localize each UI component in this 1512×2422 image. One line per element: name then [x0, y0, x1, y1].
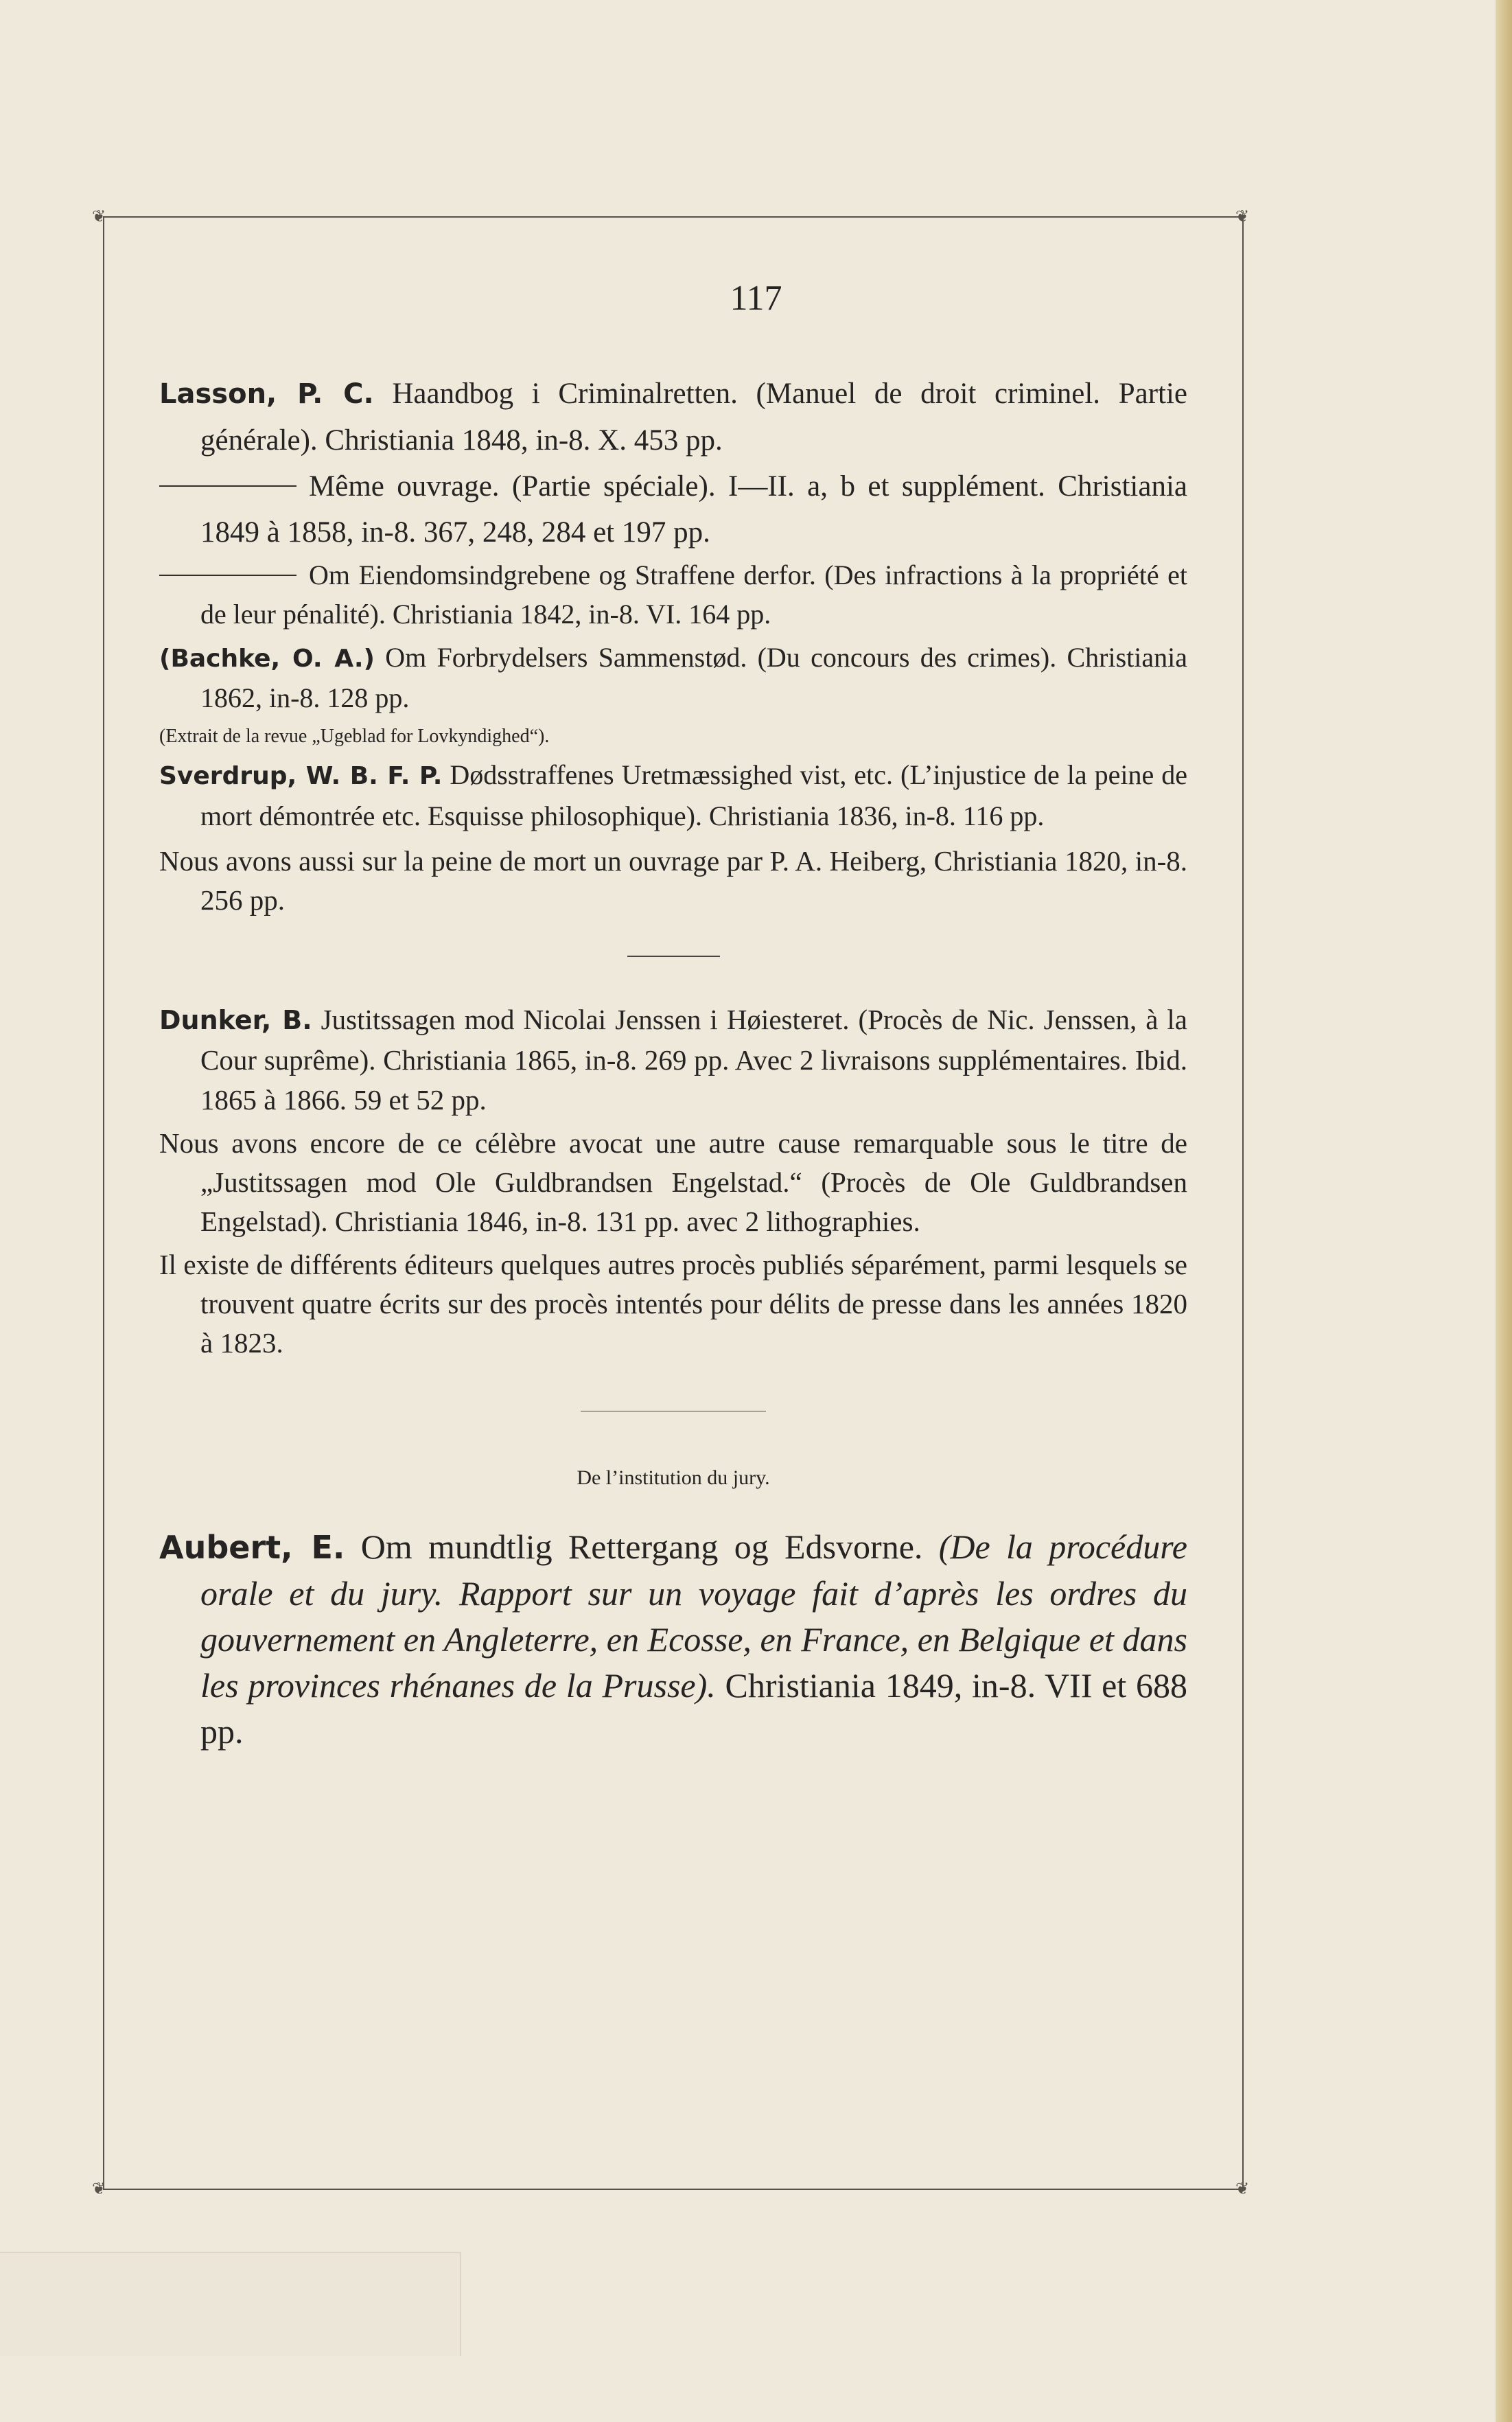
entry-bachke: [159, 638, 1187, 717]
note-bachke: (Extrait de la revue „Ugeblad for Lovkyndighed“).: [159, 726, 550, 747]
author-dunker: Dunker, B.: [159, 1005, 312, 1035]
entry-dunker: [159, 1000, 1187, 1120]
entry-sverdrup: [159, 755, 1187, 836]
entry-meme-ouvrage-text: Même ouvrage. (Partie spéciale). I—II. a, b et supplément. Christiania 1849 à 1858, in-8. 367, 248, 284 et 197 pp.: [200, 470, 1187, 549]
corner-ornament-top-left: ❦: [92, 207, 106, 226]
entry-om-eiendom: [159, 555, 1187, 634]
page-content: [159, 371, 1187, 1755]
entry-meme-ouvrage: [159, 463, 1187, 555]
author-sverdrup: Sverdrup, W. B. F. P.: [159, 762, 443, 790]
entry-bachke-text: Om Forbrydelsers Sammenstød. (Du concours des crimes). Christiania 1862, in-8. 128 pp.: [200, 642, 1188, 713]
entry-aubert-title: Om mundtlig Rettergang og Edsvorne.: [360, 1527, 923, 1566]
corner-ornament-bottom-left: ❦: [92, 2179, 106, 2198]
note-guldbrandsen: Nous avons encore de ce célèbre avocat une autre cause remarquable sous le titre de „Justitssagen mod Ole Guldbrandsen Engelstad.“ (Procès de Ole Guldbrandsen Engelstad). Christiania 1846, in-8. 131 pp. avec 2 lithographies.: [159, 1127, 1187, 1237]
ditto-dash: [159, 485, 296, 487]
section-title: De l’institution du jury.: [577, 1466, 770, 1489]
author-aubert: Aubert, E.: [159, 1529, 345, 1566]
page-number: 117: [730, 279, 782, 318]
note-proces-presse: Il existe de différents éditeurs quelques autres procès publiés séparément, parmi lesquels se trouvent quatre écrits sur des procès intentés pour délits de presse dans les années 1820 à 1823.: [159, 1249, 1187, 1359]
page-edge: [1496, 0, 1512, 2422]
entry-aubert-translation: (De la procédure orale et du jury. Rapport sur un voyage fait d’après les ordres du gouvernement en Angleterre, en Ecosse, en France, en Belgique et dans les provinces rhénanes de la Prusse).: [200, 1527, 1187, 1705]
entry-aubert: [159, 1524, 1187, 1755]
ditto-dash: [159, 575, 296, 576]
entry-lasson: [159, 371, 1187, 463]
author-lasson: Lasson, P. C.: [159, 378, 374, 410]
corner-ornament-top-right: ❦: [1235, 207, 1250, 226]
entry-sverdrup-text: Dødsstraffenes Uretmæssighed vist, etc. (L’injustice de la peine de mort démontrée etc. Esquisse philosophique). Christiania 1836, in-8. 116 pp.: [200, 759, 1188, 831]
entry-dunker-text: Justitssagen mod Nicolai Jenssen i Høiesteret. (Procès de Nic. Jenssen, à la Cour suprême). Christiania 1865, in-8. 269 pp. Avec 2 livraisons supplémentaires. Ibid. 1865 à 1866. 59 et 52 pp.: [200, 1004, 1187, 1116]
separator-rule: [627, 956, 720, 957]
entry-lasson-text: Haandbog i Criminalretten. (Manuel de droit criminel. Partie générale). Christiania 1848, in-8. X. 453 pp.: [200, 378, 1187, 457]
bottom-smudge: [0, 2252, 461, 2356]
note-heiberg: Nous avons aussi sur la peine de mort un ouvrage par P. A. Heiberg, Christiania 1820, in-8. 256 pp.: [159, 845, 1187, 916]
author-bachke: (Bachke, O. A.): [159, 645, 375, 673]
corner-ornament-bottom-right: ❦: [1235, 2179, 1250, 2198]
entry-aubert-imprint: Christiania 1849, in-8. VII et 688 pp.: [200, 1666, 1188, 1751]
entry-om-eiendom-text: Om Eiendomsindgrebene og Straffene derfor. (Des infractions à la propriété et de leur pénalité). Christiania 1842, in-8. VI. 164 pp.: [200, 560, 1187, 630]
